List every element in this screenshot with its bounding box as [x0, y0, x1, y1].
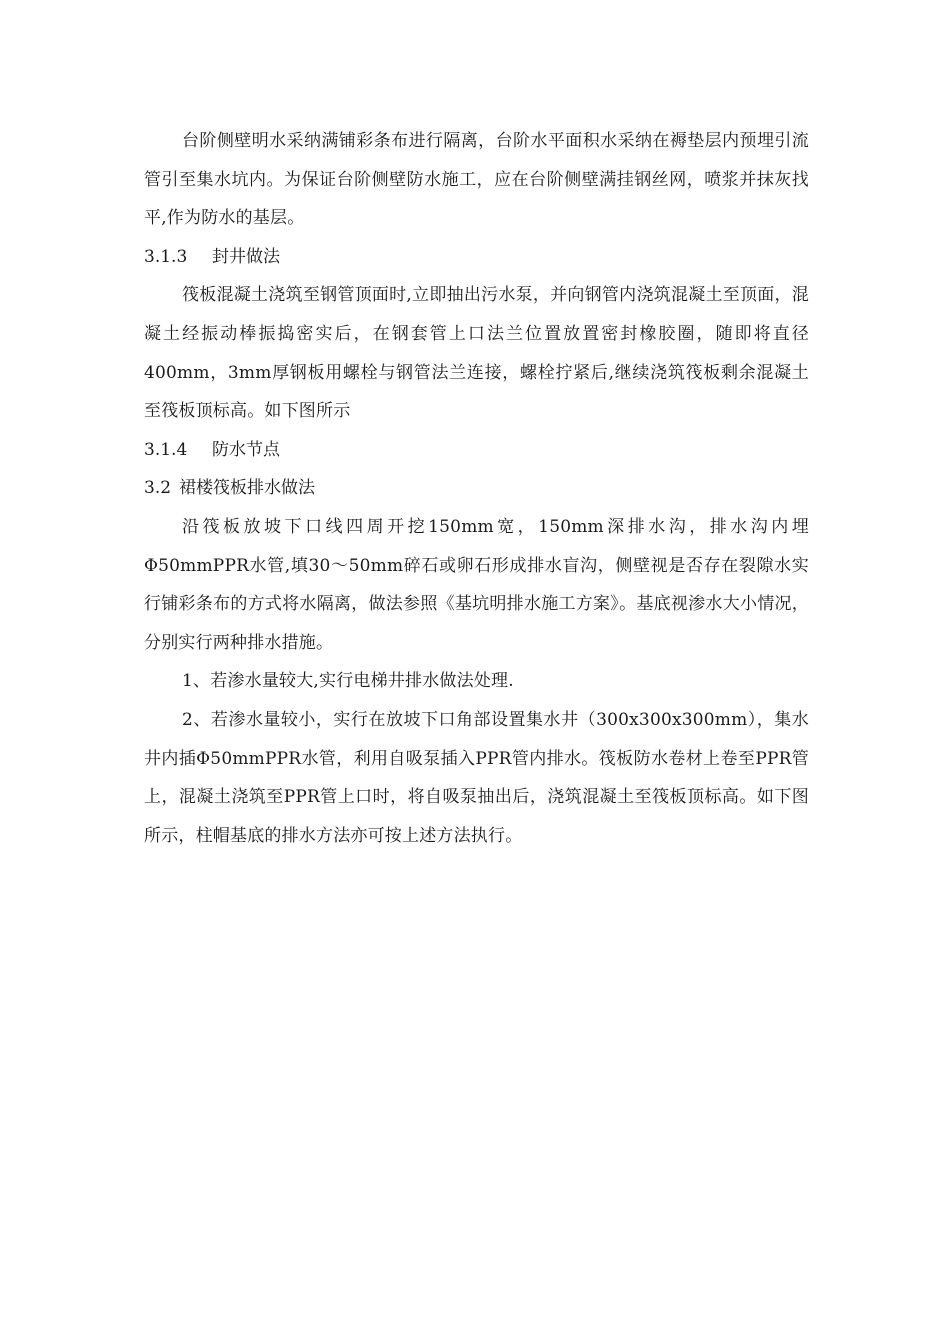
heading-number: 3.2	[144, 478, 172, 499]
paragraph-drainage-ditch: 沿筏板放坡下口线四周开挖150mm宽，150mm深排水沟，排水沟内埋Φ50mmPPR水管,填30～50mm碎石或卵石形成排水盲沟，侧壁视是否存在裂隙水实行铺彩条布的方式将水隔离，做法参照《基坑明排水施工方案》。基底视渗水大小情况，分别实行两种排水措施。	[144, 516, 809, 653]
paragraph-measure-2: 2、若渗水量较小，实行在放坡下口角部设置集水井（300x300x300mm），集水井内插Φ50mmPPR水管，利用自吸泵插入PPR管内排水。筏板防水卷材上卷至PPR管上，混凝土浇筑至PPR管上口时，将自吸泵抽出后，浇筑混凝土至筏板顶标高。如下图所示，柱帽基底的排水方法亦可按上述方法执行。	[144, 709, 809, 846]
heading-3-2	[144, 469, 809, 508]
paragraph-well-sealing: 筏板混凝土浇筑至钢管顶面时,立即抽出污水泵，并向钢管内浇筑混凝土至顶面，混凝土经振动棒振捣密实后，在钢套管上口法兰位置放置密封橡胶圈，随即将直径400mm，3mm厚钢板用螺栓与钢管法兰连接，螺栓拧紧后,继续浇筑筏板剩余混凝土至筏板顶标高。如下图所示	[144, 285, 809, 422]
document-page	[144, 122, 809, 855]
heading-title: 裙楼筏板排水做法	[179, 478, 316, 499]
heading-number: 3.1.3	[144, 246, 188, 267]
heading-3-1-3	[144, 238, 809, 277]
heading-3-1-4	[144, 431, 809, 470]
heading-title: 防水节点	[212, 439, 280, 460]
heading-title: 封井做法	[212, 246, 280, 267]
paragraph-step-side-wall: 台阶侧壁明水采纳满铺彩条布进行隔离，台阶水平面积水采纳在褥垫层内预埋引流管引至集水坑内。为保证台阶侧壁防水施工，应在台阶侧壁满挂钢丝网，喷浆并抹灰找平,作为防水的基层。	[144, 131, 809, 229]
paragraph-measure-1: 1、若渗水量较大,实行电梯井排水做法处理.	[182, 671, 514, 692]
heading-number: 3.1.4	[144, 439, 188, 460]
